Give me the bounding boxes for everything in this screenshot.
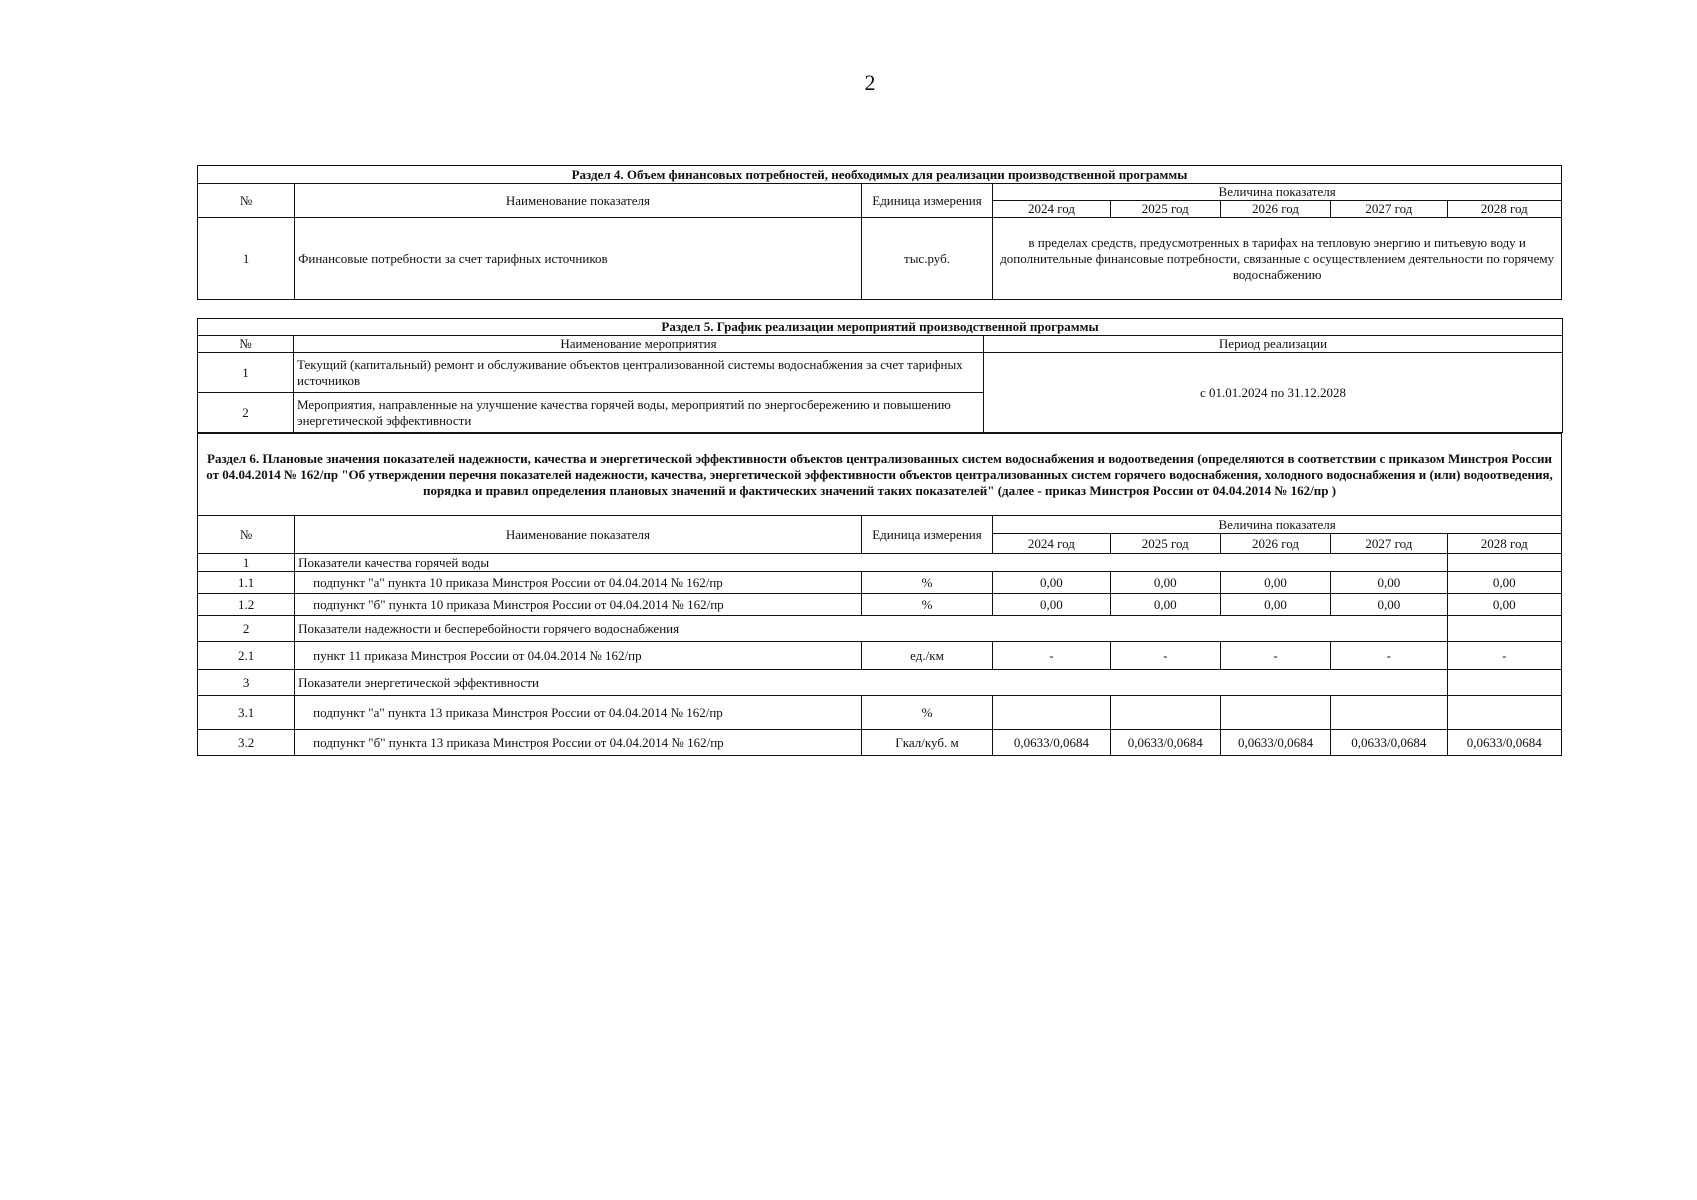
section6-group-name: Показатели качества горячей воды (295, 554, 1447, 572)
section6-empty-cell (1447, 554, 1561, 572)
section4-header-value: Величина показателя (993, 184, 1562, 201)
section4-year-2024: 2024 год (993, 201, 1110, 218)
section4-header-num: № (198, 184, 295, 218)
section4-row-value: в пределах средств, предусмотренных в тарифах на тепловую энергию и питьевую воду и дополнительные финансовые потребности, связанные с осуществлением деятельности по горячему водоснабжению (993, 218, 1562, 300)
table-row (198, 572, 1562, 594)
section5-row1-name: Текущий (капитальный) ремонт и обслуживание объектов централизованной системы водоснабжения за счет тарифных источников (294, 353, 984, 393)
section5-row1-num: 1 (198, 353, 294, 393)
section4-header-unit: Единица измерения (861, 184, 993, 218)
section6-row-name: подпункт "б" пункта 13 приказа Минстроя России от 04.04.2014 № 162/пр (295, 730, 862, 756)
section6-row-unit: % (861, 572, 993, 594)
section6-row-unit: % (861, 696, 993, 730)
section6-year-2024: 2024 год (993, 534, 1110, 554)
section4-row-name: Финансовые потребности за счет тарифных источников (295, 218, 862, 300)
section6-value-2027 (1331, 696, 1447, 730)
section6-header-value: Величина показателя (993, 516, 1562, 534)
table-row (198, 642, 1562, 670)
section6-row-name: подпункт "а" пункта 13 приказа Минстроя России от 04.04.2014 № 162/пр (295, 696, 862, 730)
table-row (198, 218, 1562, 300)
page-number: 2 (864, 70, 876, 95)
section4-year-2026: 2026 год (1220, 201, 1330, 218)
section6-value-2024: - (993, 642, 1110, 670)
section6-row-name: подпункт "б" пункта 10 приказа Минстроя России от 04.04.2014 № 162/пр (295, 594, 862, 616)
section6-value-2025: 0,0633/0,0684 (1110, 730, 1220, 756)
section6-value-2027: 0,00 (1331, 572, 1447, 594)
section4-year-2027: 2027 год (1331, 201, 1447, 218)
section6-value-2027: 0,0633/0,0684 (1331, 730, 1447, 756)
section6-value-2025 (1110, 696, 1220, 730)
section6-value-2024 (993, 696, 1110, 730)
table-row (198, 730, 1562, 756)
section6-row-num: 2.1 (198, 642, 295, 670)
section4-header-name: Наименование показателя (295, 184, 862, 218)
section4-table (197, 165, 1562, 300)
table-row (198, 696, 1562, 730)
table-row (198, 616, 1562, 642)
section5-header-name: Наименование мероприятия (294, 336, 984, 353)
section4-year-2028: 2028 год (1447, 201, 1561, 218)
section6-row-num: 3.1 (198, 696, 295, 730)
section6-row-unit: Гкал/куб. м (861, 730, 993, 756)
section4-row-unit: тыс.руб. (861, 218, 993, 300)
section6-title: Раздел 6. Плановые значения показателей надежности, качества и энергетической эффективности объектов централизованных систем водоснабжения и водоотведения (определяются в соответствии с приказом Минстроя России от 04.04.2014 № 162/пр "Об утверждении перечня показателей надежности, качества, энергетической эффективности объектов централизованных систем горячего водоснабжения, холодного водоснабжения и (или) водоотведения, порядка и правил определения плановых значений и фактических значений таких показателей" (далее - приказ Минстроя России от 04.04.2014 № 162/пр ) (198, 434, 1562, 516)
section6-empty-cell (1447, 670, 1561, 696)
section6-year-2028: 2028 год (1447, 534, 1561, 554)
section6-value-2027: - (1331, 642, 1447, 670)
section6-value-2025: 0,00 (1110, 594, 1220, 616)
section6-value-2024: 0,0633/0,0684 (993, 730, 1110, 756)
section5-title: Раздел 5. График реализации мероприятий производственной программы (198, 319, 1563, 336)
section6-value-2024: 0,00 (993, 594, 1110, 616)
section4-row-num: 1 (198, 218, 295, 300)
section6-row-num: 2 (198, 616, 295, 642)
section4-title: Раздел 4. Объем финансовых потребностей, необходимых для реализации производственной программы (198, 166, 1562, 184)
section6-header-unit: Единица измерения (861, 516, 993, 554)
section6-value-2025: 0,00 (1110, 572, 1220, 594)
section6-value-2026 (1220, 696, 1330, 730)
section6-value-2025: - (1110, 642, 1220, 670)
section6-year-2026: 2026 год (1220, 534, 1330, 554)
section6-row-name: подпункт "а" пункта 10 приказа Минстроя России от 04.04.2014 № 162/пр (295, 572, 862, 594)
section6-value-2026: 0,0633/0,0684 (1220, 730, 1330, 756)
section5-header-num: № (198, 336, 294, 353)
section5-period-value: с 01.01.2024 по 31.12.2028 (984, 353, 1563, 433)
section4-year-2025: 2025 год (1110, 201, 1220, 218)
section6-value-2028: 0,0633/0,0684 (1447, 730, 1561, 756)
section6-row-num: 3 (198, 670, 295, 696)
section6-row-name: пункт 11 приказа Минстроя России от 04.04.2014 № 162/пр (295, 642, 862, 670)
section6-value-2028: 0,00 (1447, 572, 1561, 594)
section6-row-num: 1.2 (198, 594, 295, 616)
section6-header-name: Наименование показателя (295, 516, 862, 554)
section6-row-num: 3.2 (198, 730, 295, 756)
section6-header-num: № (198, 516, 295, 554)
section5-table (197, 318, 1563, 433)
section5-row2-num: 2 (198, 393, 294, 433)
section6-row-unit: % (861, 594, 993, 616)
section6-value-2028: 0,00 (1447, 594, 1561, 616)
table-row (198, 554, 1562, 572)
section6-value-2028: - (1447, 642, 1561, 670)
section6-year-2025: 2025 год (1110, 534, 1220, 554)
section6-group-name: Показатели энергетической эффективности (295, 670, 1447, 696)
section6-value-2026: 0,00 (1220, 594, 1330, 616)
section6-value-2027: 0,00 (1331, 594, 1447, 616)
section6-year-2027: 2027 год (1331, 534, 1447, 554)
section5-header-period: Период реализации (984, 336, 1563, 353)
table-row (198, 353, 1563, 393)
section6-row-num: 1 (198, 554, 295, 572)
table-row (198, 670, 1562, 696)
section5-row2-name: Мероприятия, направленные на улучшение качества горячей воды, мероприятий по энергосбережению и повышению энергетической эффективности (294, 393, 984, 433)
section6-empty-cell (1447, 616, 1561, 642)
table-row (198, 594, 1562, 616)
section6-group-name: Показатели надежности и бесперебойности горячего водоснабжения (295, 616, 1447, 642)
section6-row-num: 1.1 (198, 572, 295, 594)
section6-value-2026: - (1220, 642, 1330, 670)
section6-value-2026: 0,00 (1220, 572, 1330, 594)
section6-table (197, 433, 1562, 756)
section6-value-2028 (1447, 696, 1561, 730)
section6-row-unit: ед./км (861, 642, 993, 670)
section6-value-2024: 0,00 (993, 572, 1110, 594)
